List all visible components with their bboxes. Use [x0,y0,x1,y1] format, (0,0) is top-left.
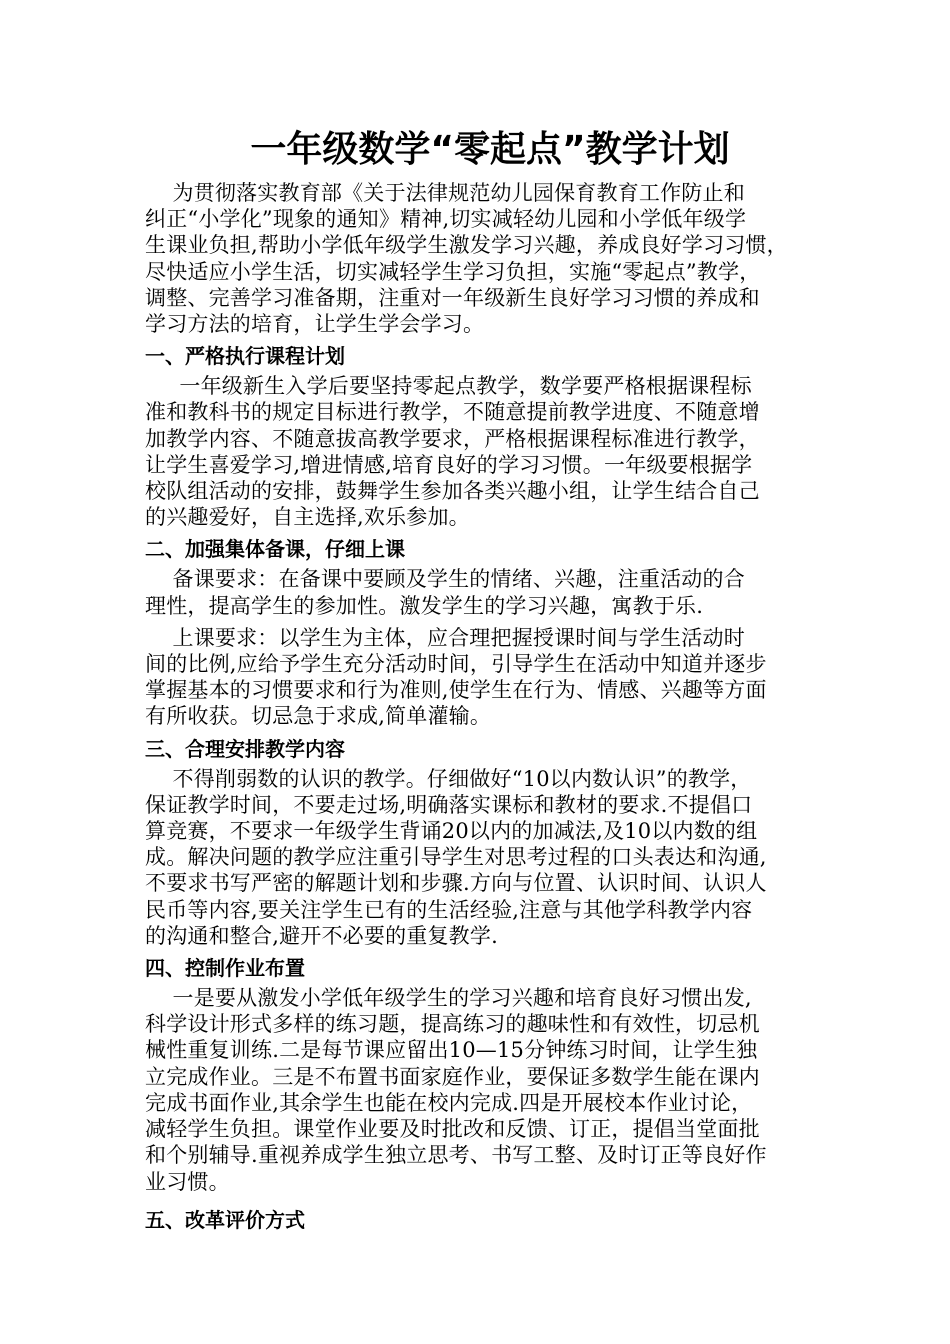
section-heading: 三、合理安排教学内容 [145,736,345,761]
text-line: 准和教科书的规定目标进行教学，不随意提前教学进度、不随意增 [145,400,760,425]
text-line: 纠正“小学化”现象的通知》精神,切实减轻幼儿园和小学低年级学 [145,207,747,232]
text-line: 不得削弱数的认识的教学。仔细做好“10以内数认识”的教学， [145,766,752,791]
text-line: 上课要求：以学生为主体，应合理把握授课时间与学生活动时 [145,625,745,650]
text-line: 保证教学时间，不要走过场,明确落实课标和教材的要求.不提倡口 [145,792,753,817]
text-line: 和个别辅导.重视养成学生独立思考、书写工整、及时订正等良好作 [145,1143,767,1168]
text-line: 成。解决问题的教学应注重引导学生对思考过程的口头表达和沟通, [145,845,767,870]
text-line: 一年级新生入学后要坚持零起点教学，数学要严格根据课程标 [145,374,752,399]
text-line: 备课要求：在备课中要顾及学生的情绪、兴趣，注重活动的合 [145,567,745,592]
text-line: 让学生喜爱学习,增进情感,培育良好的学习习惯。一年级要根据学 [145,452,753,477]
text-line: 加教学内容、不随意拔高教学要求，严格根据课程标准进行教学， [145,426,760,451]
text-line: 不要求书写严密的解题计划和步骤.方向与位置、认识时间、认识人 [145,871,767,896]
section-paragraph [145,985,815,1195]
text-line: 尽快适应小学生活，切实减轻学生学习负担，实施“零起点”教学， [145,259,761,284]
text-line: 间的比例,应给予学生充分活动时间，引导学生在活动中知道并逐步 [145,652,767,677]
text-line: 的沟通和整合,避开不必要的重复教学. [145,923,498,948]
text-line: 一是要从激发小学低年级学生的学习兴趣和培育良好习惯出发, [145,986,752,1011]
text-line: 理性，提高学生的参加性。激发学生的学习兴趣，寓教于乐. [145,593,704,618]
section-heading: 二、加强集体备课，仔细上课 [145,537,405,562]
text-line: 民币等内容,要关注学生已有的生活经验,注意与其他学科教学内容 [145,897,753,922]
text-line: 的兴趣爱好，自主选择,欢乐参加。 [145,505,470,530]
text-line: 完成书面作业,其余学生也能在校内完成.四是开展校本作业讨论， [145,1090,753,1115]
section-paragraph [145,566,815,618]
section-paragraph [145,373,815,530]
section-heading: 一、严格执行课程计划 [145,344,345,369]
text-line: 学习方法的培育，让学生学会学习。 [145,312,485,337]
page-title: 一年级数学“零起点”教学计划 [250,129,730,170]
text-line: 掌握基本的习惯要求和行为准则,使学生在行为、情感、兴趣等方面 [145,678,767,703]
section-heading: 五、改革评价方式 [145,1207,305,1232]
section-paragraph [145,766,815,949]
text-line: 为贯彻落实教育部《关于法律规范幼儿园保育教育工作防止和 [145,181,745,205]
text-line: 调整、完善学习准备期，注重对一年级新生良好学习习惯的养成和 [145,285,760,310]
text-line: 算竞赛，不要求一年级学生背诵20以内的加减法,及10以内数的组 [145,819,758,844]
text-line: 业习惯。 [145,1169,230,1194]
text-line: 生课业负担,帮助小学低年级学生激发学习兴趣，养成良好学习习惯， [145,233,788,258]
text-line: 械性重复训练.二是每节课应留出10—15分钟练习时间，让学生独 [145,1038,758,1063]
text-line: 减轻学生负担。课堂作业要及时批改和反馈、订正，提倡当堂面批 [145,1117,760,1142]
document-body [145,180,815,1237]
text-line: 立完成作业。三是不布置书面家庭作业，要保证多数学生能在课内 [145,1064,760,1089]
text-line: 有所收获。切忌急于求成,简单灌输。 [145,704,492,729]
intro-paragraph [145,180,815,337]
text-line: 校队组活动的安排，鼓舞学生参加各类兴趣小组，让学生结合自己 [145,479,760,504]
section-paragraph [145,625,815,730]
text-line: 科学设计形式多样的练习题，提高练习的趣味性和有效性，切忌机 [145,1012,760,1037]
section-heading: 四、控制作业布置 [145,956,305,981]
